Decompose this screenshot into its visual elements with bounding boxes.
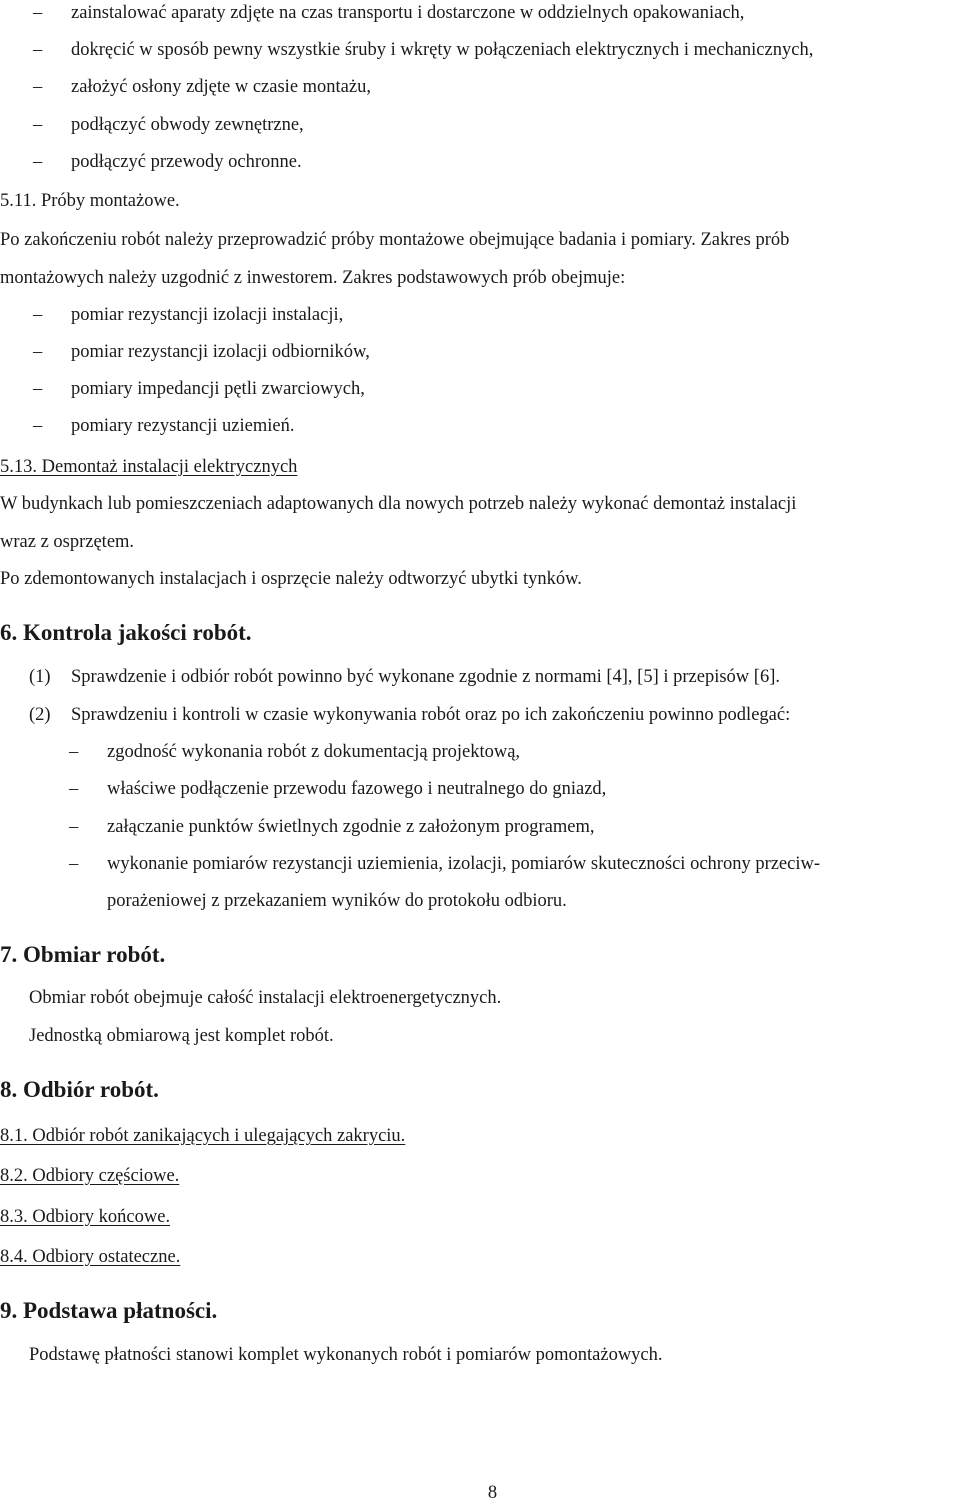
list-dash: – — [33, 379, 43, 399]
numbered-item: Sprawdzenie i odbiór robót powinno być wykonane zgodnie z normami [4], [5] i przepisów [6]. — [71, 667, 780, 687]
subsection-heading: 8.4. Odbiory ostateczne. — [0, 1247, 181, 1267]
paragraph-line: Jednostką obmiarową jest komplet robót. — [29, 1026, 334, 1046]
list-item: założyć osłony zdjęte w czasie montażu, — [71, 77, 371, 97]
list-item: pomiar rezystancji izolacji instalacji, — [71, 305, 344, 325]
list-dash: – — [69, 779, 79, 799]
section-heading-6: 6. Kontrola jakości robót. — [0, 620, 252, 645]
list-dash: – — [69, 742, 79, 762]
list-item: pomiary rezystancji uziemień. — [71, 416, 295, 436]
list-item: pomiary impedancji pętli zwarciowych, — [71, 379, 365, 399]
list-dash: – — [33, 305, 43, 325]
list-dash: – — [33, 416, 43, 436]
section-heading-7: 7. Obmiar robót. — [0, 942, 166, 967]
list-dash: – — [33, 342, 43, 362]
list-dash: – — [33, 40, 43, 60]
list-item-continuation: porażeniowej z przekazaniem wyników do protokołu odbioru. — [107, 891, 567, 911]
subsection-heading: 8.1. Odbiór robót zanikających i ulegających zakryciu. — [0, 1126, 406, 1146]
list-item: załączanie punktów świetlnych zgodnie z założonym programem, — [107, 817, 595, 837]
list-item: podłączyć obwody zewnętrzne, — [71, 115, 304, 135]
list-item: właściwe podłączenie przewodu fazowego i neutralnego do gniazd, — [107, 779, 607, 799]
paragraph-line: Po zakończeniu robót należy przeprowadzić próby montażowe obejmujące badania i pomiary. Zakres prób — [0, 230, 790, 250]
list-dash: – — [69, 854, 79, 874]
page-number: 8 — [487, 1483, 498, 1503]
list-item: zgodność wykonania robót z dokumentacją projektową, — [107, 742, 521, 762]
list-item: pomiar rezystancji izolacji odbiorników, — [71, 342, 370, 362]
list-dash: – — [33, 115, 43, 135]
list-dash: – — [69, 817, 79, 837]
list-item: wykonanie pomiarów rezystancji uziemienia, izolacji, pomiarów skuteczności ochrony przeciw- — [107, 854, 821, 874]
paragraph-line: Podstawę płatności stanowi komplet wykonanych robót i pomiarów pomontażowych. — [29, 1345, 663, 1365]
list-dash: – — [33, 152, 43, 172]
subsection-heading: 8.2. Odbiory częściowe. — [0, 1166, 180, 1186]
list-dash: – — [33, 3, 43, 23]
item-number: (2) — [29, 705, 51, 725]
paragraph-line: Po zdemontowanych instalacjach i osprzęcie należy odtworzyć ubytki tynków. — [0, 569, 582, 589]
paragraph-line: W budynkach lub pomieszczeniach adaptowanych dla nowych potrzeb należy wykonać demontaż instalacji — [0, 494, 797, 514]
paragraph-line: Obmiar robót obejmuje całość instalacji elektroenergetycznych. — [29, 988, 502, 1008]
list-item: dokręcić w sposób pewny wszystkie śruby i wkręty w połączeniach elektrycznych i mechanicznych, — [71, 40, 814, 60]
section-heading-5-11: 5.11. Próby montażowe. — [0, 191, 180, 211]
section-heading-9: 9. Podstawa płatności. — [0, 1298, 218, 1323]
section-heading-8: 8. Odbiór robót. — [0, 1077, 159, 1102]
list-item: zainstalować aparaty zdjęte na czas transportu i dostarczone w oddzielnych opakowaniach, — [71, 3, 745, 23]
paragraph-line: montażowych należy uzgodnić z inwestorem. Zakres podstawowych prób obejmuje: — [0, 268, 626, 288]
list-item: podłączyć przewody ochronne. — [71, 152, 302, 172]
paragraph-line: wraz z osprzętem. — [0, 532, 135, 552]
item-number: (1) — [29, 667, 51, 687]
numbered-item: Sprawdzeniu i kontroli w czasie wykonywania robót oraz po ich zakończeniu powinno podlegać: — [71, 705, 791, 725]
section-heading-5-13: 5.13. Demontaż instalacji elektrycznych — [0, 457, 298, 477]
subsection-heading: 8.3. Odbiory końcowe. — [0, 1207, 171, 1227]
list-dash: – — [33, 77, 43, 97]
